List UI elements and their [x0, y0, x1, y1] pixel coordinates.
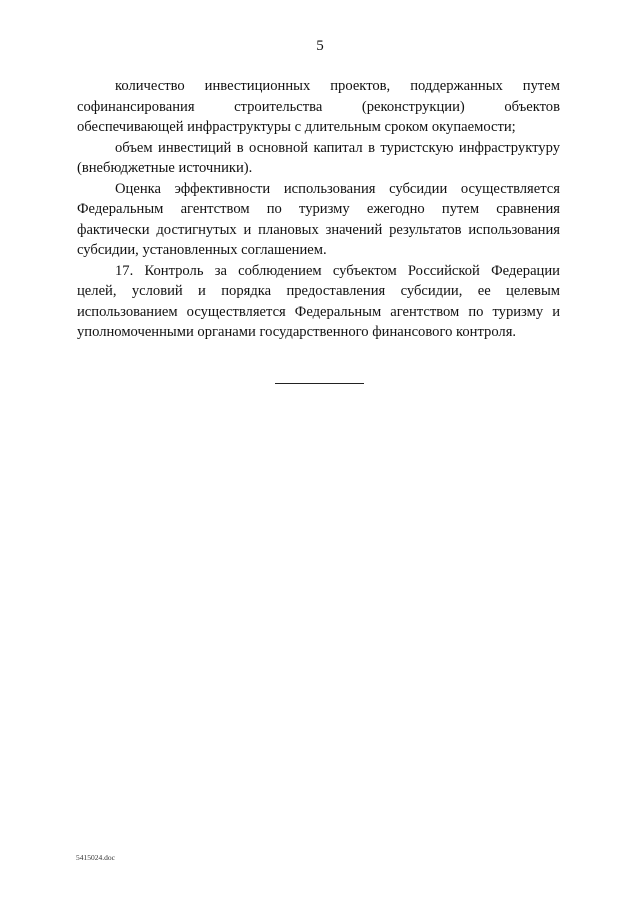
end-of-document-divider	[275, 383, 364, 384]
footer-document-id: 5415024.doc	[76, 853, 115, 862]
text-line: (внебюджетные источники).	[77, 160, 253, 176]
paragraph-investment-volume	[77, 138, 560, 179]
text-line: объем инвестиций в основной капитал в туристскую инфраструктуру	[115, 139, 560, 156]
document-body	[77, 76, 560, 343]
text-line: уполномоченными органами государственного финансового контроля.	[77, 324, 517, 340]
paragraph-efficiency-evaluation	[77, 179, 560, 261]
paragraph-control-clause-17	[77, 261, 560, 343]
text-line: целей, условий и порядка предоставления субсидии, ее целевым	[77, 283, 560, 299]
text-line: фактически достигнутых и плановых значений результатов использования	[77, 221, 560, 238]
paragraph-investment-projects-count	[77, 76, 560, 138]
text-line: субсидии, установленных соглашением.	[77, 242, 327, 258]
text-line: Оценка эффективности использования субсидии осуществляется	[115, 180, 560, 197]
text-line: софинансирования строительства (реконструкции) объектов	[77, 98, 560, 115]
text-line: обеспечивающей инфраструктуры с длительным сроком окупаемости;	[77, 119, 516, 135]
text-line: количество инвестиционных проектов, поддержанных путем	[115, 78, 560, 94]
page-number: 5	[316, 38, 324, 54]
text-line: использованием осуществляется Федеральным агентством по туризму и	[77, 303, 560, 320]
text-line: Федеральным агентством по туризму ежегодно путем сравнения	[77, 201, 560, 217]
text-line: 17. Контроль за соблюдением субъектом Российской Федерации	[115, 262, 560, 279]
